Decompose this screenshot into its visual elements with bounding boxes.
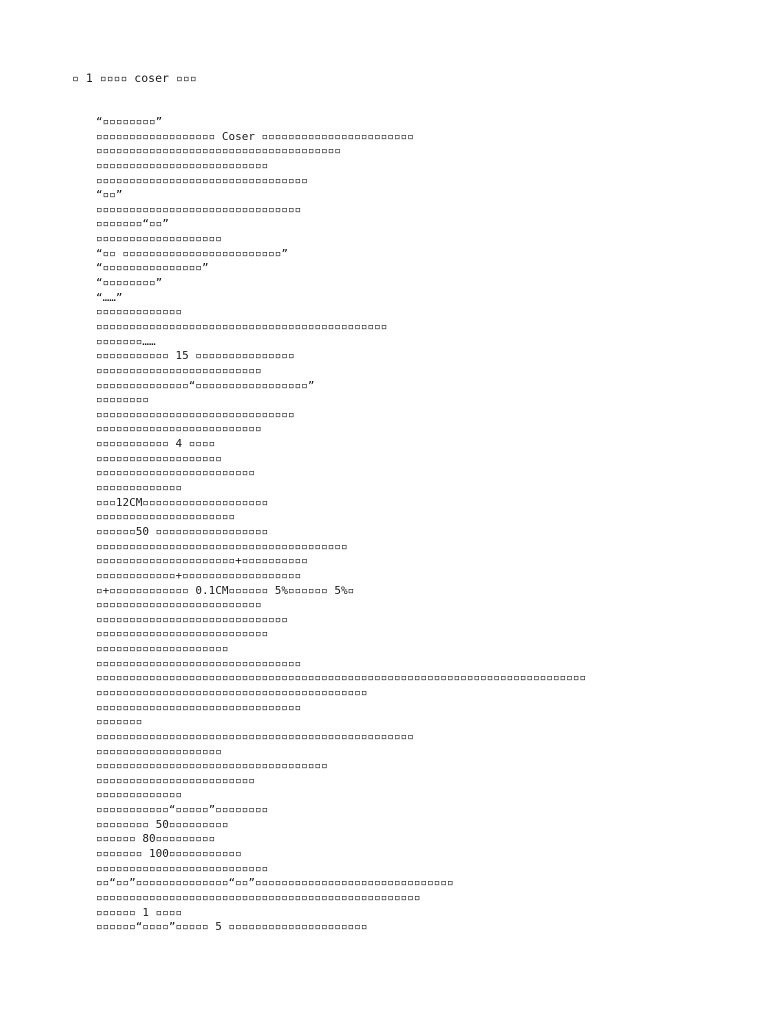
text-line: ▫▫▫▫▫▫▫▫▫▫▫▫▫▫▫▫▫▫▫ — [96, 744, 222, 758]
text-line: ▫▫▫▫▫▫▫▫▫▫▫▫▫▫▫▫▫▫▫ — [96, 232, 222, 246]
text-line: ▫▫▫▫▫▫▫▫▫▫▫▫▫ — [96, 305, 183, 319]
text-line: ▫▫▫▫▫▫▫▫▫▫▫▫▫▫▫▫▫▫▫▫▫▫▫▫▫▫▫▫▫▫▫ — [96, 700, 302, 714]
text-line: ▫▫▫▫▫▫▫▫▫▫▫▫▫▫▫▫▫▫▫▫▫ — [96, 510, 236, 524]
text-line: ▫▫▫▫▫▫▫▫▫▫▫▫▫▫▫▫▫▫▫▫▫▫▫▫▫▫▫▫▫▫▫▫▫▫▫▫▫▫▫▫▫ — [96, 685, 368, 699]
text-line: ▫▫▫▫▫▫▫▫▫▫▫▫▫▫▫▫▫▫▫▫▫▫▫▫▫ — [96, 598, 262, 612]
text-line: ▫▫▫▫▫▫50 ▫▫▫▫▫▫▫▫▫▫▫▫▫▫▫▫▫ — [96, 524, 269, 538]
text-line: ▫▫▫▫▫▫▫▫▫▫▫▫▫▫▫▫▫▫▫▫▫▫▫▫▫▫▫▫▫▫▫▫▫▫▫▫▫▫▫▫▫▫▫▫▫▫▫▫▫ — [96, 890, 421, 904]
text-line: ▫▫▫12CM▫▫▫▫▫▫▫▫▫▫▫▫▫▫▫▫▫▫▫ — [96, 495, 269, 509]
text-line: ▫▫▫▫▫▫▫▫▫▫▫ 4 ▫▫▫▫ — [96, 437, 216, 451]
text-line: ▫▫▫▫▫▫▫▫▫▫▫▫▫▫▫▫▫▫▫▫ — [96, 642, 229, 656]
text-line: ▫▫▫▫▫▫ 1 ▫▫▫▫ — [96, 905, 183, 919]
text-line: ▫▫▫▫▫▫▫▫▫▫▫▫+▫▫▫▫▫▫▫▫▫▫▫▫▫▫▫▫▫▫ — [96, 568, 302, 582]
text-line: ▫▫▫▫▫▫▫▫▫▫▫▫▫▫▫▫▫▫▫▫▫▫▫▫▫▫▫▫▫▫▫▫▫▫▫▫▫▫ — [96, 539, 348, 553]
text-line: ▫+▫▫▫▫▫▫▫▫▫▫▫▫ 0.1CM▫▫▫▫▫▫ 5%▫▫▫▫▫▫ 5%▫ — [96, 583, 355, 597]
text-line: ▫▫▫▫▫▫▫▫▫▫▫▫▫▫▫▫▫▫▫▫▫▫▫▫▫▫▫▫▫▫▫▫▫▫▫▫▫ — [96, 144, 342, 158]
text-line: ▫▫▫▫▫▫▫▫▫▫▫▫▫▫▫▫▫▫▫▫▫▫▫▫▫▫▫▫▫▫ — [96, 407, 295, 421]
text-line: ▫▫▫▫▫▫▫▫▫▫▫▫▫▫▫▫▫▫▫▫▫▫▫▫▫▫▫▫▫▫▫▫ — [96, 173, 308, 187]
text-line: “▫▫▫▫▫▫▫▫” — [96, 115, 163, 128]
text-line: ▫▫▫▫▫▫▫▫▫▫▫▫▫▫▫▫▫▫▫▫▫▫▫▫ — [96, 773, 255, 787]
text-line: ▫▫▫▫▫▫▫▫▫▫▫▫▫▫▫▫▫▫▫▫▫▫▫▫▫▫▫▫▫▫▫▫▫▫▫▫▫▫▫▫▫▫▫▫▫▫▫▫ — [96, 729, 414, 743]
text-line: ▫▫▫▫▫▫▫▫▫▫▫▫▫▫▫▫▫▫▫▫▫▫▫▫▫▫▫▫▫▫▫ — [96, 202, 302, 216]
text-line: ▫▫▫▫▫▫▫▫▫▫▫▫▫▫▫▫▫▫▫▫▫▫▫▫▫▫▫▫▫▫▫▫▫▫▫ — [96, 759, 328, 773]
text-line: ▫▫▫▫▫▫▫▫▫▫▫▫▫▫▫▫▫▫▫▫▫▫▫▫ — [96, 466, 255, 480]
text-line: ▫▫▫▫▫▫▫▫ — [96, 393, 149, 407]
text-line: ▫▫“▫▫”▫▫▫▫▫▫▫▫▫▫▫▫▫▫“▫▫”▫▫▫▫▫▫▫▫▫▫▫▫▫▫▫▫▫▫▫▫▫▫▫▫▫▫▫▫▫▫ — [96, 876, 454, 890]
text-line: ▫▫▫▫▫▫▫ 100▫▫▫▫▫▫▫▫▫▫▫ — [96, 847, 242, 861]
text-line: ▫▫▫▫▫▫▫…… — [96, 334, 156, 348]
text-line: ▫▫▫▫▫▫▫▫▫▫▫▫▫▫▫▫▫▫▫▫▫+▫▫▫▫▫▫▫▫▫▫ — [96, 554, 308, 568]
document-title: ▫ 1 ▫▫▫▫ coser ▫▫▫ — [72, 71, 197, 85]
text-line: ▫▫▫▫▫▫▫“▫▫” — [96, 217, 169, 231]
text-line: ▫▫▫▫▫▫ 80▫▫▫▫▫▫▫▫▫ — [96, 832, 216, 846]
text-line: “▫▫ ▫▫▫▫▫▫▫▫▫▫▫▫▫▫▫▫▫▫▫▫▫▫▫▫” — [96, 246, 289, 260]
text-line: “▫▫▫▫▫▫▫▫” — [96, 276, 163, 290]
text-line: ▫▫▫▫▫▫▫▫ 50▫▫▫▫▫▫▫▫▫ — [96, 817, 229, 831]
text-line: ▫▫▫▫▫▫▫▫▫▫▫▫▫▫▫▫▫▫▫▫▫▫▫▫▫▫ — [96, 158, 269, 172]
text-line: ▫▫▫▫▫▫▫▫▫▫▫“▫▫▫▫▫”▫▫▫▫▫▫▫▫ — [96, 803, 269, 817]
text-line: ▫▫▫▫▫▫▫▫▫▫▫▫▫▫▫▫▫▫▫▫▫▫▫▫▫▫▫▫▫ — [96, 612, 289, 626]
text-line: ▫▫▫▫▫▫▫▫▫▫▫▫▫ — [96, 481, 183, 495]
text-line: ▫▫▫▫▫▫▫▫▫▫▫▫▫ — [96, 788, 183, 802]
text-line: ▫▫▫▫▫▫▫▫▫▫▫▫▫▫▫▫▫▫▫ — [96, 451, 222, 465]
text-line: ▫▫▫▫▫▫“▫▫▫▫”▫▫▫▫▫ 5 ▫▫▫▫▫▫▫▫▫▫▫▫▫▫▫▫▫▫▫▫▫ — [96, 920, 368, 934]
text-line: ▫▫▫▫▫▫▫▫▫▫▫▫▫▫▫▫▫▫▫▫▫▫▫▫▫▫▫▫▫▫▫ — [96, 656, 302, 670]
text-line: ▫▫▫▫▫▫▫▫▫▫▫▫▫▫▫▫▫▫▫▫▫▫▫▫▫ — [96, 363, 262, 377]
text-line: “▫▫▫▫▫▫▫▫▫▫▫▫▫▫▫” — [96, 261, 209, 275]
text-line: ▫▫▫▫▫▫▫▫▫▫▫▫▫▫▫▫▫▫▫▫▫▫▫▫▫▫▫▫▫▫▫▫▫▫▫▫▫▫▫▫▫▫▫▫ — [96, 319, 388, 333]
text-line: “……” — [96, 290, 123, 304]
text-line: ▫▫▫▫▫▫▫▫▫▫▫▫▫▫▫▫▫▫▫▫▫▫▫▫▫▫ — [96, 627, 269, 641]
document-body — [96, 115, 586, 935]
text-line: ▫▫▫▫▫▫▫▫▫▫▫ 15 ▫▫▫▫▫▫▫▫▫▫▫▫▫▫▫ — [96, 349, 295, 363]
text-line: “▫▫” — [96, 188, 123, 202]
text-line: ▫▫▫▫▫▫▫ — [96, 715, 143, 729]
text-line: ▫▫▫▫▫▫▫▫▫▫▫▫▫▫▫▫▫▫▫▫▫▫▫▫▫▫ — [96, 861, 269, 875]
text-line: ▫▫▫▫▫▫▫▫▫▫▫▫▫▫“▫▫▫▫▫▫▫▫▫▫▫▫▫▫▫▫▫” — [96, 378, 315, 392]
text-line: ▫▫▫▫▫▫▫▫▫▫▫▫▫▫▫▫▫▫▫▫▫▫▫▫▫▫▫▫▫▫▫▫▫▫▫▫▫▫▫▫▫▫▫▫▫▫▫▫▫▫▫▫▫▫▫▫▫▫▫▫▫▫▫▫▫▫▫▫▫▫▫▫▫▫ — [96, 671, 587, 685]
text-line: ▫▫▫▫▫▫▫▫▫▫▫▫▫▫▫▫▫▫ Coser ▫▫▫▫▫▫▫▫▫▫▫▫▫▫▫▫▫▫▫▫▫▫▫ — [96, 129, 414, 143]
text-line: ▫▫▫▫▫▫▫▫▫▫▫▫▫▫▫▫▫▫▫▫▫▫▫▫▫ — [96, 422, 262, 436]
